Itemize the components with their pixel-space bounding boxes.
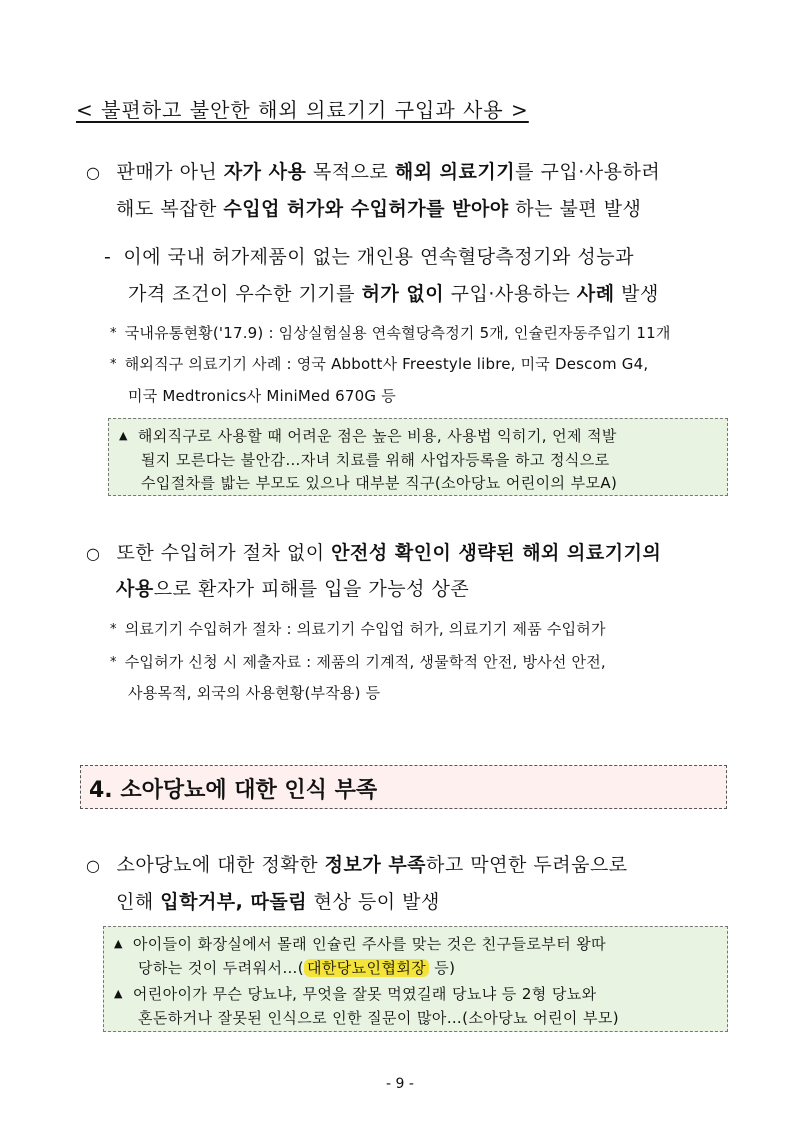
text: 가격 조건이 우수한 기기를 <box>128 283 362 305</box>
note-4 <box>110 651 606 672</box>
dash-item-line-2 <box>128 279 659 306</box>
quote-line <box>114 933 606 954</box>
note-2 <box>110 353 648 374</box>
triangle-bullet-icon: ▲ <box>114 937 123 950</box>
asterisk-icon: * <box>110 622 117 637</box>
text: 국내유통현황('17.9) : 임상실험실용 연속혈당측정기 5개, 인슐린자동주입기 11개 <box>124 324 671 342</box>
quote-line: 될지 모른다는 불안감…자녀 치료를 위해 사업자등록을 하고 정식으로 <box>141 451 610 469</box>
paragraph-2-line-1 <box>86 538 661 565</box>
bold-text: 정보가 부족 <box>324 854 427 876</box>
text: 현상 등이 발생 <box>307 891 440 913</box>
text: 발생 <box>614 283 659 305</box>
bold-text: 해외 의료기기 <box>394 161 516 183</box>
text: 목적으로 <box>306 161 395 183</box>
paragraph-1-line-2 <box>116 194 641 221</box>
dash-item-line-1 <box>104 242 634 269</box>
text: 수입허가 신청 시 제출자료 : 제품의 기계적, 생물학적 안전, 방사선 안전, <box>124 653 606 671</box>
bold-text: 사례 <box>576 283 615 305</box>
text: 아이들이 화장실에서 몰래 인슐린 주사를 맞는 것은 친구들로부터 왕따 <box>132 935 607 953</box>
quote-line: 혼돈하거나 잘못된 인식으로 인한 질문이 많아…(소아당뇨 어린이 부모) <box>138 1009 620 1027</box>
bold-text: 수입업 허가와 수입허가를 받아야 <box>223 198 509 220</box>
quote-line <box>114 983 597 1004</box>
text: 해외직구 의료기기 사례 : 영국 Abbott사 Freestyle libre, 미국 Descom G4, <box>124 355 649 373</box>
note-2-cont <box>128 385 396 406</box>
page-number: - 9 - <box>386 1076 414 1092</box>
paragraph-3-line-1 <box>86 850 628 877</box>
text: 인해 <box>116 891 161 913</box>
asterisk-icon: * <box>110 357 117 372</box>
text: 해도 복잡한 <box>116 198 224 220</box>
triangle-bullet-icon: ▲ <box>114 987 123 1000</box>
paragraph-3-line-2 <box>116 887 440 914</box>
quote-line <box>119 425 617 446</box>
bold-text: 자가 사용 <box>223 161 307 183</box>
quote-box-1 <box>108 418 728 496</box>
highlighted-text: 대한당뇨인협회장 <box>304 959 429 977</box>
text: 소아당뇨에 대한 정확한 <box>116 854 325 876</box>
asterisk-icon: * <box>110 326 117 341</box>
text: 미국 Medtronics사 MiniMed 670G 등 <box>128 387 396 405</box>
text: 를 구입·사용하려 <box>515 161 661 183</box>
quote-box-2 <box>103 926 728 1032</box>
dash-bullet-icon: - <box>104 246 112 268</box>
paragraph-2-line-2 <box>116 574 469 601</box>
paragraph-1-line-1 <box>86 157 660 184</box>
text: 의료기기 수입허가 절차 : 의료기기 수입업 허가, 의료기기 제품 수입허가 <box>124 620 606 638</box>
text: 사용목적, 외국의 사용현황(부작용) 등 <box>128 684 381 702</box>
text: 또한 수입허가 절차 없이 <box>116 542 332 564</box>
note-3 <box>110 618 606 639</box>
text: 하는 불편 발생 <box>508 198 642 220</box>
text: 해외직구로 사용할 때 어려운 점은 높은 비용, 사용법 익히기, 언제 적발 <box>137 427 617 445</box>
text: 어린아이가 무슨 당뇨냐, 무엇을 잘못 먹였길래 당뇨냐 등 2형 당뇨와 <box>132 985 597 1003</box>
text: 으로 환자가 피해를 입을 가능성 상존 <box>153 578 470 600</box>
asterisk-icon: * <box>110 655 117 670</box>
triangle-bullet-icon: ▲ <box>119 429 128 442</box>
bold-text: 허가 없이 <box>361 283 445 305</box>
section-4-header <box>80 765 727 809</box>
note-4-cont <box>128 682 380 703</box>
note-1 <box>110 322 671 343</box>
text: 구입·사용하는 <box>444 283 577 305</box>
section-heading: < 불편하고 불안한 해외 의료기기 구입과 사용 > <box>76 98 529 122</box>
text: 하고 막연한 두려움으로 <box>426 854 628 876</box>
text: 판매가 아닌 <box>116 161 224 183</box>
text: 당하는 것이 두려워서…( <box>138 959 304 977</box>
section-4-title: 4. 소아당뇨에 대한 인식 부족 <box>89 778 378 803</box>
quote-line <box>138 957 455 978</box>
circle-bullet-icon: ○ <box>86 163 101 182</box>
circle-bullet-icon: ○ <box>86 856 101 875</box>
text: 이에 국내 허가제품이 없는 개인용 연속혈당측정기와 성능과 <box>123 246 634 268</box>
text: 등) <box>429 959 456 977</box>
bold-text: 사용 <box>116 578 154 600</box>
bold-text: 입학거부, 따돌림 <box>160 891 308 913</box>
circle-bullet-icon: ○ <box>86 544 101 563</box>
quote-line: 수입절차를 밟는 부모도 있으나 대부분 직구(소아당뇨 어린이의 부모A) <box>141 474 618 492</box>
bold-text: 안전성 확인이 생략된 해외 의료기기의 <box>331 542 662 564</box>
